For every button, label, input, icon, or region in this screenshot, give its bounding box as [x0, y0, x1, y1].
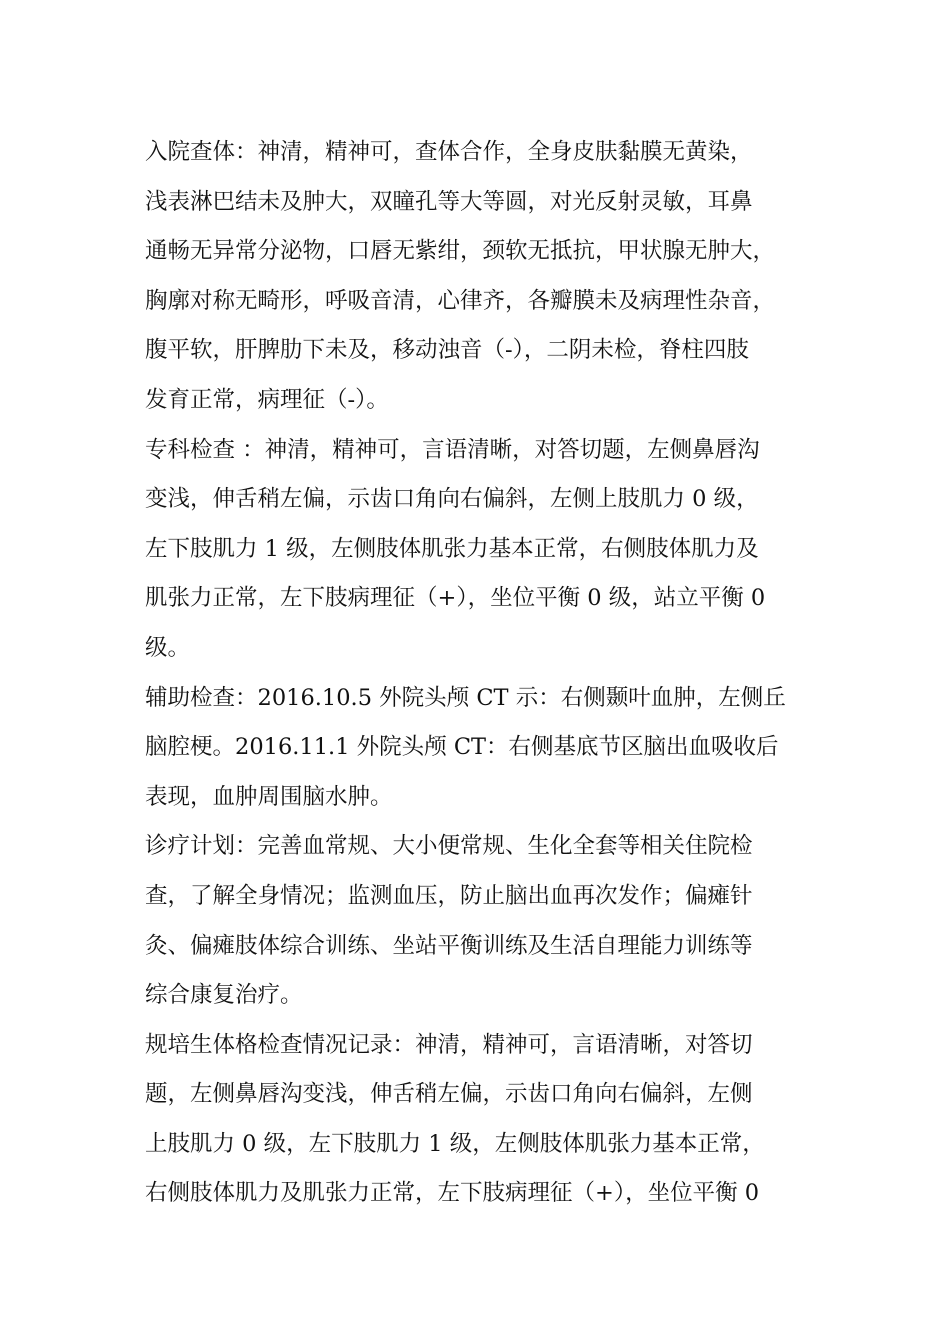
line-treatment-plan-2: 查，了解全身情况；监测血压，防止脑出血再次发作；偏瘫针: [145, 882, 753, 909]
line-treatment-plan-4: 综合康复治疗。: [145, 982, 303, 1009]
line-resident-record-1: 规培生体格检查情况记录：神清，精神可，言语清晰，对答切: [145, 1031, 753, 1058]
line-admission-exam-2: 浅表淋巴结未及肿大，双瞳孔等大等圆，对光反射灵敏，耳鼻: [145, 188, 753, 215]
line-specialty-exam-3: 左下肢肌力 1 级，左侧肢体肌张力基本正常，右侧肢体肌力及: [145, 535, 759, 562]
line-admission-exam-4: 胸廓对称无畸形，呼吸音清，心律齐，各瓣膜未及病理性杂音，: [145, 287, 776, 314]
line-auxiliary-exam-1: 辅助检查：2016.10.5 外院头颅 CT 示：右侧颞叶血肿，左侧丘: [145, 684, 786, 711]
line-specialty-exam-4: 肌张力正常，左下肢病理征（+），坐位平衡 0 级，站立平衡 0: [145, 585, 766, 612]
line-auxiliary-exam-3: 表现，血肿周围脑水肿。: [145, 783, 393, 810]
line-treatment-plan-1: 诊疗计划：完善血常规、大小便常规、生化全套等相关住院检: [145, 833, 753, 860]
line-admission-exam-1: 入院查体：神清，精神可，查体合作，全身皮肤黏膜无黄染，: [145, 139, 753, 165]
line-auxiliary-exam-2: 脑腔梗。2016.11.1 外院头颅 CT：右侧基底节区脑出血吸收后: [145, 734, 779, 761]
line-specialty-exam-1: 专科检查 ：神清，精神可，言语清晰，对答切题，左侧鼻唇沟: [145, 436, 760, 463]
line-admission-exam-3: 通畅无异常分泌物，口唇无紫绀，颈软无抵抗，甲状腺无肿大，: [145, 238, 776, 265]
line-admission-exam-5: 腹平软，肝脾肋下未及，移动浊音（-），二阴未检，脊柱四肢: [145, 337, 749, 364]
document-body: [145, 128, 825, 1219]
line-resident-record-3: 上肢肌力 0 级，左下肢肌力 1 级，左侧肢体肌张力基本正常，: [145, 1130, 765, 1157]
line-specialty-exam-5: 级。: [145, 634, 191, 661]
line-treatment-plan-3: 灸、偏瘫肢体综合训练、坐站平衡训练及生活自理能力训练等: [145, 932, 753, 959]
line-specialty-exam-2: 变浅，伸舌稍左偏，示齿口角向右偏斜，左侧上肢肌力 0 级，: [145, 486, 759, 513]
line-resident-record-4: 右侧肢体肌力及肌张力正常，左下肢病理征（+），坐位平衡 0: [145, 1180, 760, 1207]
line-resident-record-2: 题，左侧鼻唇沟变浅，伸舌稍左偏，示齿口角向右偏斜，左侧: [145, 1081, 753, 1108]
line-admission-exam-6: 发育正常，病理征（-）。: [145, 386, 389, 413]
